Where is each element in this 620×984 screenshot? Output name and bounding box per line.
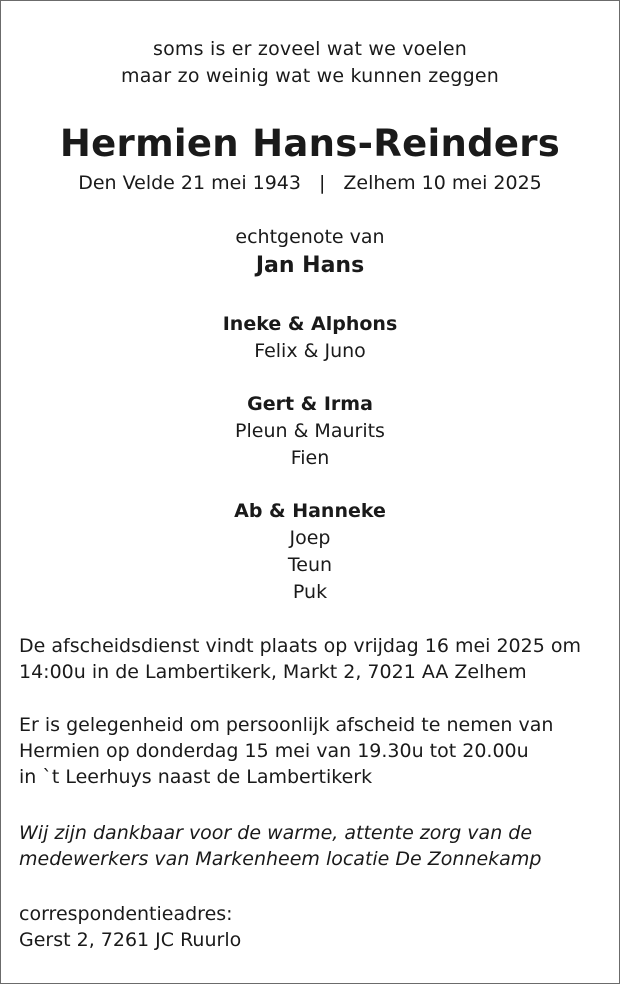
deceased-name: Hermien Hans-Reinders: [59, 122, 561, 165]
family-2-parents: Gert & Irma: [247, 393, 373, 415]
thanks-line-1: Wij zijn dankbaar voor de warme, attente zorg van de: [19, 822, 533, 844]
family-3-child-1: Joep: [289, 527, 331, 549]
family-1-parents: Ineke & Alphons: [222, 313, 398, 335]
service-line-1: De afscheidsdienst vindt plaats op vrijdag 16 mei 2025 om: [19, 635, 581, 657]
life-dates: [1, 172, 619, 194]
spouse-label: echtgenote van: [235, 226, 385, 248]
family-3-child-2: Teun: [287, 554, 333, 576]
motto-line-2: maar zo weinig wat we kunnen zeggen: [121, 65, 499, 87]
family-1-child-1: Felix & Juno: [254, 340, 366, 362]
service-line-2: 14:00u in de Lambertikerk, Markt 2, 7021 AA Zelhem: [19, 661, 527, 683]
family-2-child-2: Fien: [290, 447, 330, 469]
viewing-paragraph: [19, 712, 553, 790]
viewing-line-1: Er is gelegenheid om persoonlijk afscheid te nemen van: [19, 714, 554, 736]
family-3-child-3: Puk: [292, 581, 328, 603]
spouse-name: Jan Hans: [255, 253, 365, 278]
motto-line-1: soms is er zoveel wat we voelen: [153, 38, 467, 60]
death-place-date: Zelhem 10 mei 2025: [343, 172, 542, 194]
date-separator: |: [319, 172, 326, 194]
correspondence-block: [19, 901, 241, 953]
family-3-parents: Ab & Hanneke: [234, 500, 386, 522]
viewing-line-3: in `t Leerhuys naast de Lambertikerk: [19, 766, 373, 788]
viewing-line-2: Hermien op donderdag 15 mei van 19.30u tot 20.00u: [19, 740, 529, 762]
thanks-line-2: medewerkers van Markenheem locatie De Zonnekamp: [19, 848, 542, 870]
correspondence-address: Gerst 2, 7261 JC Ruurlo: [19, 929, 242, 951]
correspondence-label: correspondentieadres:: [19, 903, 233, 925]
family-2-child-1: Pleun & Maurits: [235, 420, 385, 442]
birth-place-date: Den Velde 21 mei 1943: [78, 172, 301, 194]
service-paragraph: [19, 633, 581, 685]
thanks-paragraph: [19, 820, 541, 872]
